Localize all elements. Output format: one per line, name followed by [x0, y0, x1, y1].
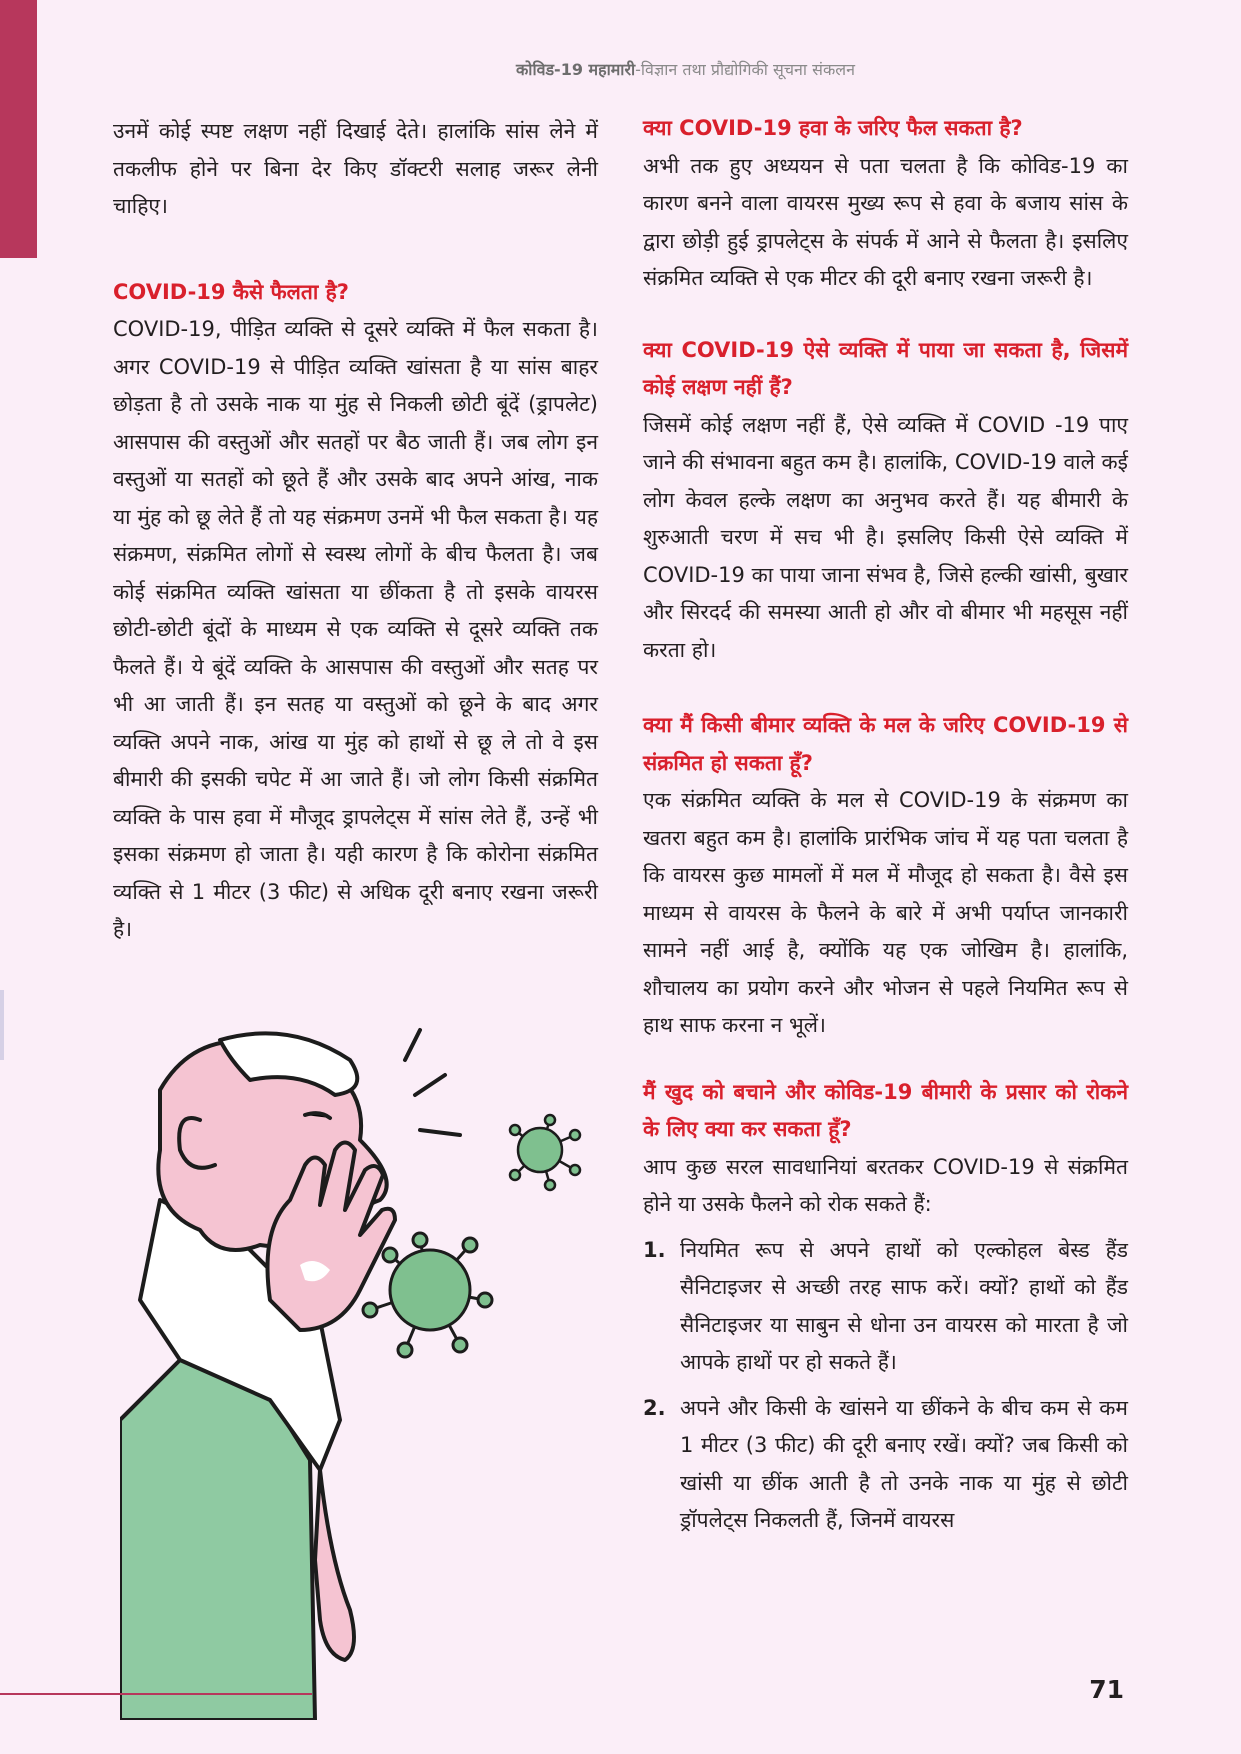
protect-intro: आप कुछ सरल सावधानियां बरतकर COVID-19 से संक्रमित होने या उसके फैलने को रोक सकते हैं:	[643, 1154, 1128, 1216]
page-number: 71	[1089, 1675, 1124, 1704]
protect-heading: मैं खुद को बचाने और कोविड-19 बीमारी के प्रसार को रोकने के लिए क्या कर सकता हूँ?	[643, 1079, 1128, 1141]
list-number: 2.	[643, 1395, 666, 1420]
feces-heading: क्या मैं किसी बीमार व्यक्ति के मल के जरिए COVID-19 से संक्रमित हो सकता हूँ?	[643, 713, 1128, 775]
asymptomatic-paragraph: जिसमें कोई लक्षण नहीं हैं, ऐसे व्यक्ति में COVID -19 पाए जाने की संभावना बहुत कम है। हालांकि, COVID-19 वाले कई लोग केवल हल्के लक्षण का अनुभव करते हैं। यह बीमारी के शुरुआती चरण में सच भी है। इसलिए किसी ऐसे व्यक्ति में COVID-19 का पाया जाना संभव है, जिसे हल्की खांसी, बुखार और सिरदर्द की समस्या आती हो और वो बीमार भी महसूस नहीं करता हो।	[643, 412, 1128, 662]
virus-large-icon	[363, 1233, 492, 1357]
margin-mark	[0, 990, 4, 1060]
virus-small-icon	[510, 1115, 580, 1190]
air-heading: क्या COVID-19 हवा के जरिए फैल सकता है?	[643, 116, 1023, 140]
list-number: 1.	[643, 1237, 666, 1262]
left-column	[113, 113, 598, 949]
side-color-bar	[0, 0, 37, 258]
sneezing-man-illustration	[120, 1000, 760, 1720]
asymptomatic-heading: क्या COVID-19 ऐसे व्यक्ति में पाया जा सकता है, जिसमें कोई लक्षण नहीं हैं?	[643, 337, 1128, 399]
spread-paragraph: COVID-19, पीड़ित व्यक्ति से दूसरे व्यक्ति में फैल सकता है। अगर COVID-19 से पीड़ित व्यक्ति खांसता है या सांस बाहर छोड़ता है तो उसके नाक या मुंह से निकली छोटी बूंदें (ड्रापलेट) आसपास की वस्तुओं और सतहों पर बैठ जाती हैं। जब लोग इन वस्तुओं या सतहों को छूते हैं और उसके बाद अपने आंख, नाक या मुंह को छू लेते हैं तो यह संक्रमण उनमें भी फैल सकता है। यह संक्रमण, संक्रमित लोगों से स्वस्थ लोगों के बीच फैलता है। जब कोई संक्रमित व्यक्ति खांसता या छींकता है तो इसके वायरस छोटी-छोटी बूंदों के माध्यम से एक व्यक्ति से दूसरे व्यक्ति तक फैलते हैं। ये बूंदें व्यक्ति के आसपास की वस्तुओं और सतह पर भी आ जाती हैं। इन सतह या वस्तुओं को छूने के बाद अगर व्यक्ति अपने नाक, आंख या मुंह को हाथों से छू ले तो वे इस बीमारी की इसकी चपेट में आ जाते हैं। जो लोग किसी संक्रमित व्यक्ति के पास हवा में मौजूद ड्रापलेट्स में सांस लेते हैं, उन्हें भी इसका संक्रमण हो जाता है। यही कारण है कि कोरोना संक्रमित व्यक्ति से 1 मीटर (3 फीट) से अधिक दूरी बनाए रखना जरूरी है।	[113, 317, 598, 941]
list-text: नियमित रूप से अपने हाथों को एल्कोहल बेस्ड हैंड सैनिटाइजर से अच्छी तरह साफ करें। क्यों? हाथों को हैंड सैनिटाइजर या साबुन से धोना उन वायरस को मारता है जो आपके हाथों पर हो सकते हैं।	[680, 1237, 1128, 1374]
intro-paragraph: उनमें कोई स्पष्ट लक्षण नहीं दिखाई देते। हालांकि सांस लेने में तकलीफ होने पर बिना देर किए डॉक्टरी सलाह जरूर लेनी चाहिए।	[113, 119, 598, 218]
header-title-rest: -विज्ञान तथा प्रौद्योगिकी सूचना संकलन	[635, 60, 855, 79]
footer-rule	[0, 1693, 312, 1695]
header-title-bold: कोविड-19 महामारी	[516, 60, 636, 79]
feces-paragraph: एक संक्रमित व्यक्ति के मल से COVID-19 के संक्रमण का खतरा बहुत कम है। हालांकि प्रारंभिक जांच में यह पता चलता है कि वायरस कुछ मामलों में मल में मौजूद हो सकता है। वैसे इस माध्यम से वायरस के फैलने के बारे में अभी पर्याप्त जानकारी सामने नहीं आई है, क्योंकि यह एक जोखिम है। हालांकि, शौचालय का प्रयोग करने और भोजन से पहले नियमित रूप से हाथ साफ करना न भूलें।	[643, 788, 1128, 1037]
running-header	[0, 58, 1241, 80]
spread-heading: COVID-19 कैसे फैलता है?	[113, 279, 349, 304]
air-paragraph: अभी तक हुए अध्ययन से पता चलता है कि कोविड-19 का कारण बनने वाला वायरस मुख्य रूप से हवा के बजाय सांस के द्वारा छोड़ी हुई ड्रापलेट्स के संपर्क में आने से फैलता है। इसलिए संक्रमित व्यक्ति से एक मीटर की दूरी बनाए रखना जरूरी है।	[643, 153, 1128, 290]
list-text: अपने और किसी के खांसने या छींकने के बीच कम से कम 1 मीटर (3 फीट) की दूरी बनाए रखें। क्यों? जब किसी को खांसी या छींक आती है तो उनके नाक या मुंह से छोटी ड्रॉपलेट्स निकलती हैं, जिनमें वायरस	[680, 1395, 1128, 1532]
